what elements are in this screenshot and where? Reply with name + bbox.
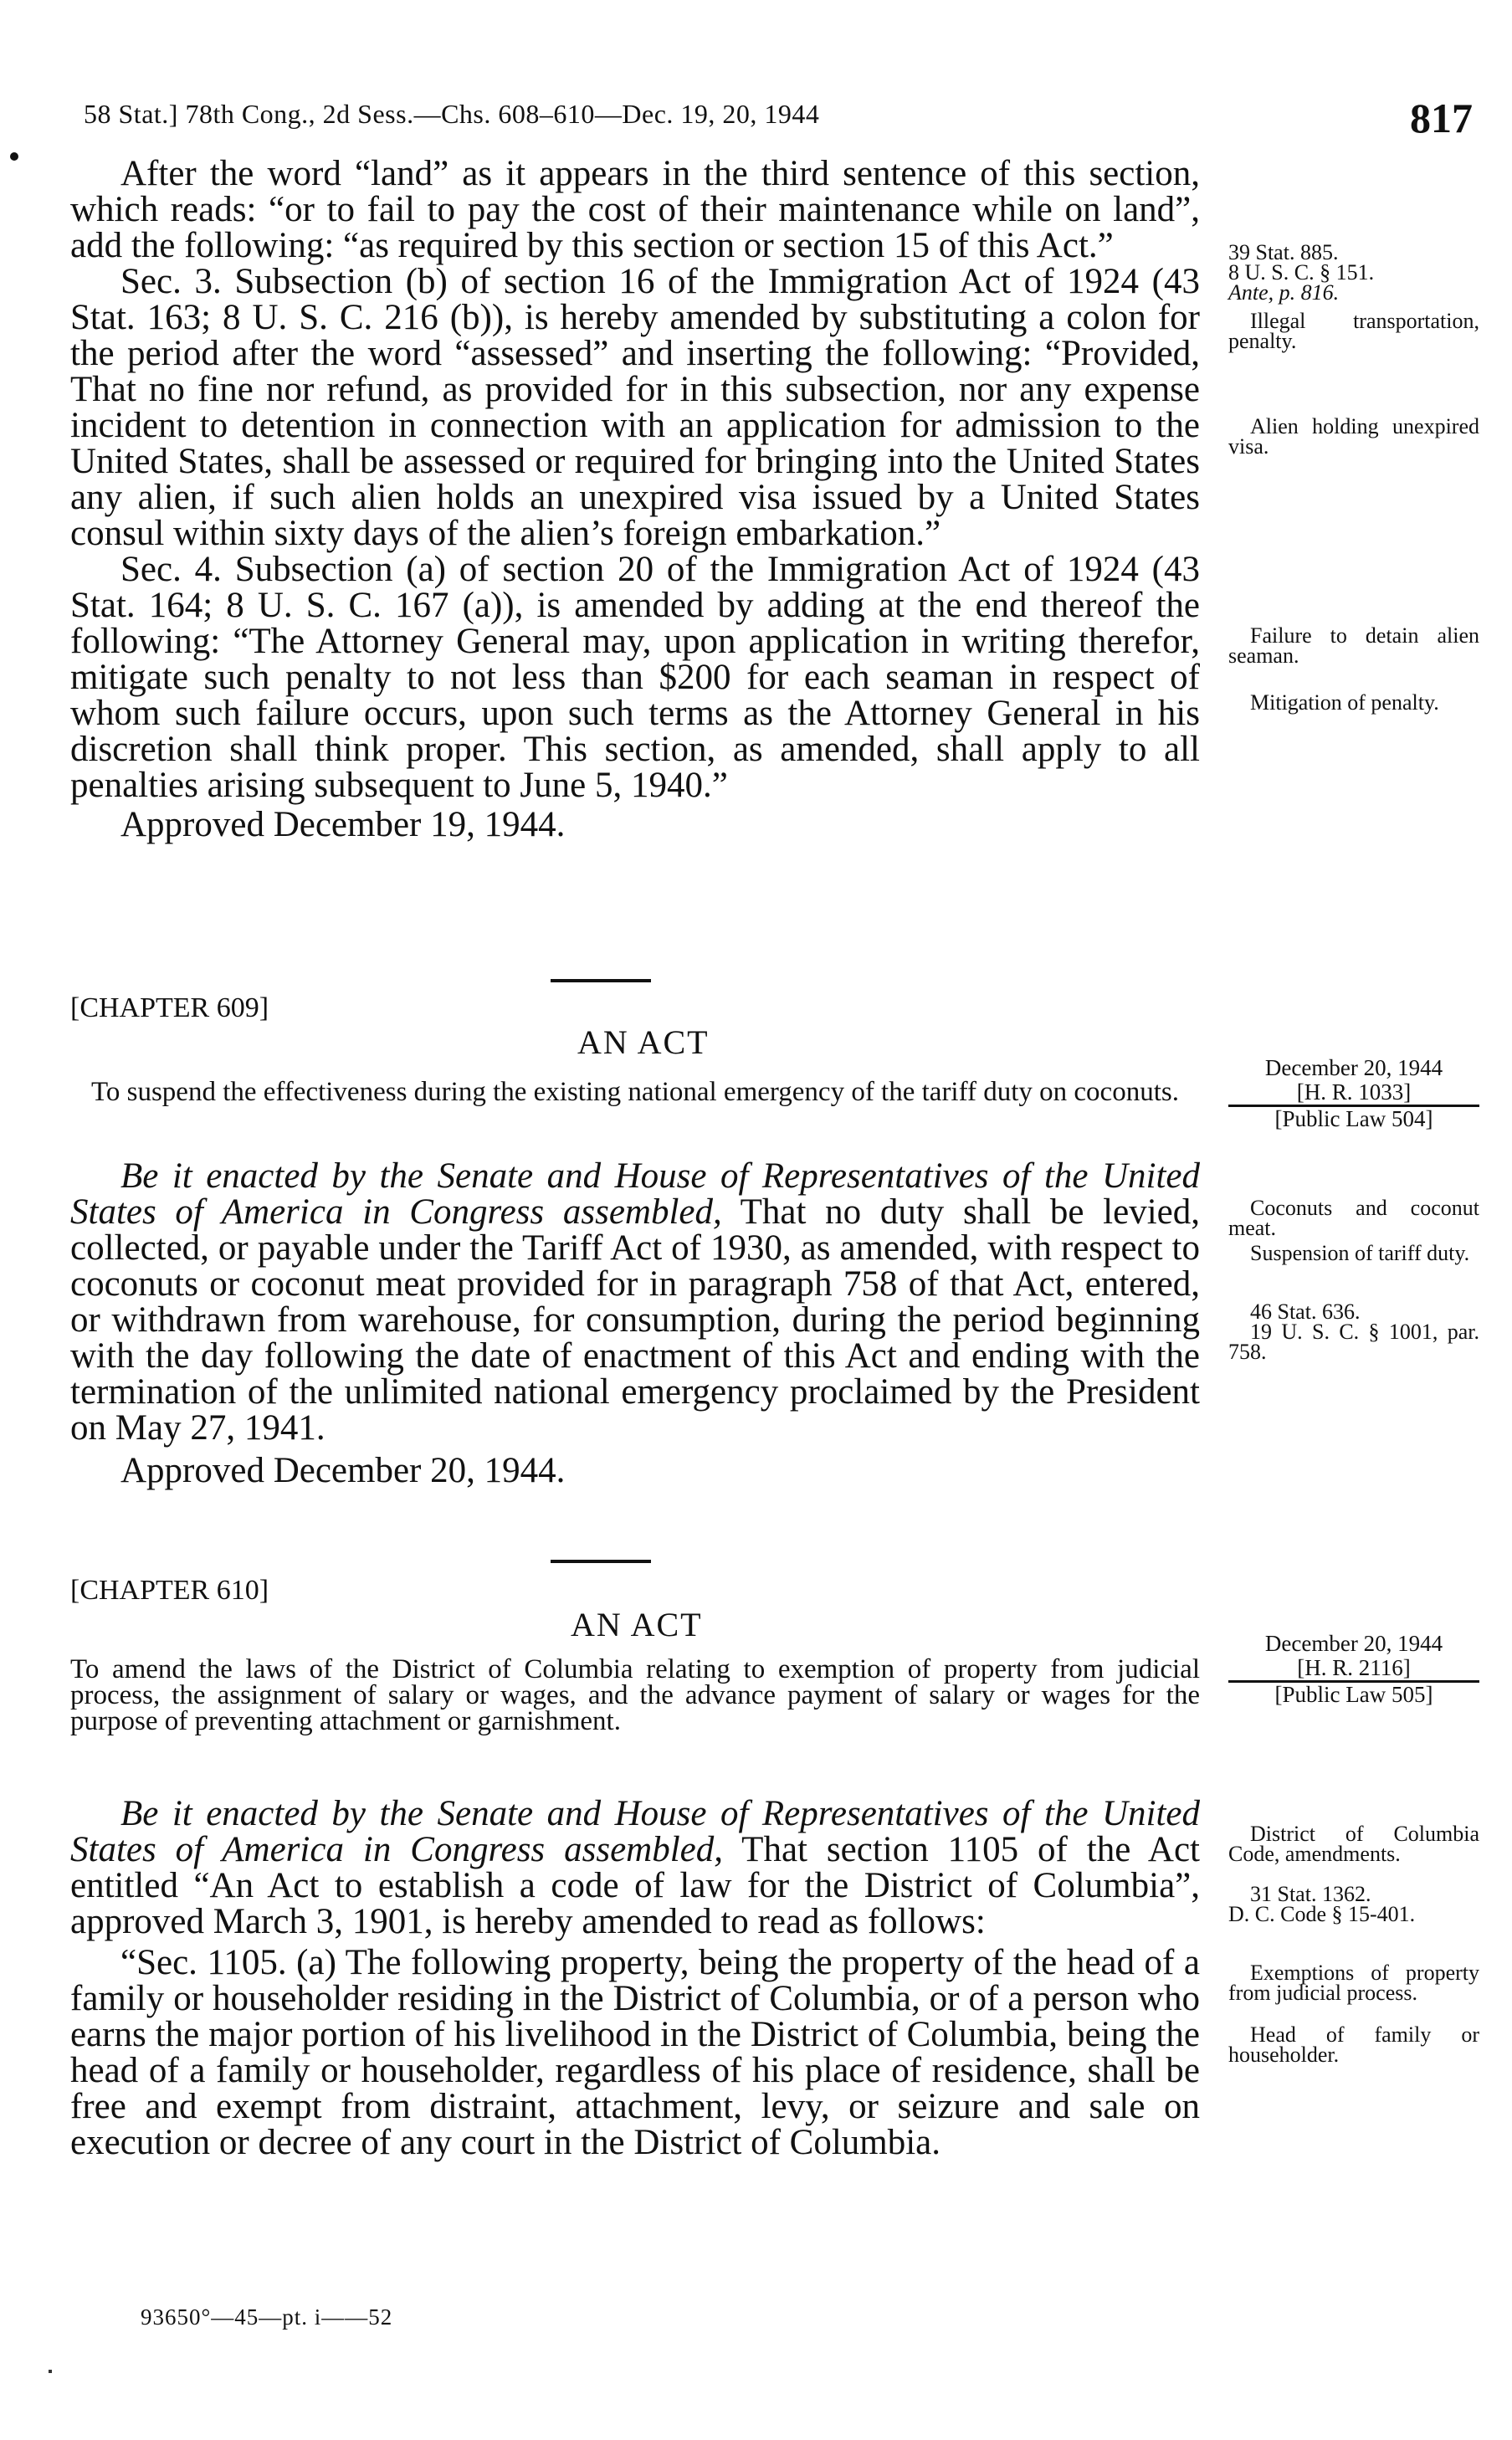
ch608-body [70, 156, 1200, 843]
ch609-heading: [CHAPTER 609] [70, 992, 269, 1023]
ch610-section-1105: “Sec. 1105. (a) The following property, being the property of the head of a family or householder residing in the District of Columbia, or of a person who earns the major portion of his livelihood in the District of Columbia, being the head of a family or householder, regardless of his place of residence, shall be free and exempt from distraint, attachment, levy, or seizure and sale on execution or decree of any court in the District of Columbia. [70, 1943, 1200, 2162]
ch608-citation-notes [1228, 240, 1479, 305]
ch610-enacting-clause [70, 1796, 1200, 1940]
printer-signature: 93650°—45—pt. i——52 [141, 2304, 393, 2330]
running-header [84, 94, 1473, 144]
ch610-act-box [1228, 1632, 1479, 1707]
citation-note: 19 U. S. C. § 1001, par. 758. [1228, 1320, 1479, 1364]
ch608-paragraph: After the word “land” as it appears in the third sentence of this section, which reads: “or to fail to pay the cost of their maintenance while on land”, add the following: “as required by this section or section 15 of this Act.” [70, 154, 1200, 265]
ch608-approved: Approved December 19, 1944. [120, 805, 566, 844]
ch610-date: December 20, 1944 [1264, 1631, 1443, 1656]
citation-note: 46 Stat. 636. [1250, 1299, 1361, 1324]
sidenote-tariff-suspension: Suspension of tariff duty. [1250, 1241, 1470, 1265]
enacting-formula: Be it enacted by the Senate and House of Representatives of the United States of America in Congress assembled, [70, 1794, 1200, 1869]
sidenote-failure-detain: Failure to detain alien seaman. [1228, 623, 1479, 668]
ch610-body [70, 1796, 1200, 2161]
section-divider [551, 1560, 651, 1563]
ch610-citation-notes [1228, 1884, 1479, 1925]
ch609-bill-number: [H. R. 1033] [1228, 1080, 1479, 1107]
ch608-section-4: Sec. 4. Subsection (a) of section 20 of the Immigration Act of 1924 (43 Stat. 164; 8 U. S. C. 167 (a)), is amended by adding at the end thereof the following: “The Attorney General may, upon application in writing therefor, mitigate such penalty to not less than $200 for each seaman in respect of whom such failure occurs, upon such terms as the Attorney General in his discretion shall think proper. This section, as amended, shall apply to all penalties arising subsequent to June 5, 1940.” [70, 550, 1200, 805]
ch609-title: To suspend the effectiveness during the existing national emergency of the tariff duty on coconuts. [91, 1077, 1179, 1107]
ch609-act-box [1228, 1056, 1479, 1131]
sidenote-illegal-transportation: Illegal transportation, penalty. [1228, 309, 1479, 353]
sidenote-alien-visa: Alien holding unexpired visa. [1228, 414, 1479, 459]
ch609-body [70, 1158, 1200, 1489]
ch608-section-3: Sec. 3. Subsection (b) of section 16 of the Immigration Act of 1924 (43 Stat. 163; 8 U. S. C. 216 (b)), is hereby amended by substituting a colon for the period after the word “assessed” and inserting the following: “Provided, That no fine nor refund, as provided for in this subsection, nor any expense incident to detention in connection with an application for admission to the United States, shall be assessed or required for bringing into the United States any alien, if such alien holds an unexpired visa issued by a United States consul within sixty days of the alien’s foreign embarkation.” [70, 262, 1200, 553]
ch610-an-act: AN ACT [571, 1606, 703, 1643]
citation-note: D. C. Code § 15-401. [1228, 1902, 1416, 1926]
header-citation: 58 Stat.] 78th Cong., 2d Sess.—Chs. 608–610—Dec. 19, 20, 1944 [84, 99, 820, 129]
margin-mark [10, 152, 18, 161]
citation-note: 31 Stat. 1362. [1250, 1882, 1371, 1906]
scan-speck [49, 2370, 52, 2373]
sidenote-coconuts: Coconuts and coconut meat. [1228, 1196, 1479, 1240]
ch609-enacting-clause [70, 1158, 1200, 1446]
enacting-text: That no duty shall be levied, collected, or payable under the Tariff Act of 1930, as amended, with respect to coconuts or coconut meat provided for in paragraph 758 of that Act, entered, or withdrawn from warehouse, for consumption, during the period beginning with the day following the date of enactment of this Act and ending with the termination of the unlimited national emergency proclaimed by the President on May 27, 1941. [70, 1192, 1200, 1448]
ch609-date: December 20, 1944 [1264, 1055, 1443, 1080]
sidenote-head-of-family: Head of family or householder. [1228, 2022, 1479, 2067]
enacting-text: That section 1105 of the Act entitled “An Act to establish a code of law for the District of Columbia”, approved March 3, 1901, is hereby amended to read as follows: [70, 1830, 1200, 1941]
citation-note: Ante, p. 816. [1228, 280, 1340, 305]
ch610-bill-number: [H. R. 2116] [1228, 1656, 1479, 1683]
ch609-public-law: [Public Law 504] [1274, 1106, 1433, 1131]
citation-note: 8 U. S. C. § 151. [1228, 260, 1375, 284]
page-number: 817 [1410, 95, 1473, 141]
ch610-public-law: [Public Law 505] [1274, 1682, 1433, 1707]
citation-note: 39 Stat. 885. [1228, 240, 1339, 264]
enacting-formula: Be it enacted by the Senate and House of Representatives of the United States of America in Congress assembled, [70, 1156, 1200, 1232]
ch609-an-act: AN ACT [577, 1023, 710, 1061]
sidenote-exemptions: Exemptions of property from judicial process. [1228, 1961, 1479, 2005]
section-divider [551, 979, 651, 982]
ch610-heading: [CHAPTER 610] [70, 1575, 269, 1606]
ch609-citation-notes [1228, 1299, 1479, 1364]
ch610-title: To amend the laws of the District of Columbia relating to exemption of property from judicial process, the assignment of salary or wages, and the advance payment of salary or wages for the purpose of preventing attachment or garnishment. [70, 1654, 1200, 1736]
sidenote-mitigation: Mitigation of penalty. [1250, 690, 1439, 715]
sidenote-dc-code: District of Columbia Code, amendments. [1228, 1822, 1479, 1866]
ch609-approved: Approved December 20, 1944. [120, 1451, 566, 1490]
